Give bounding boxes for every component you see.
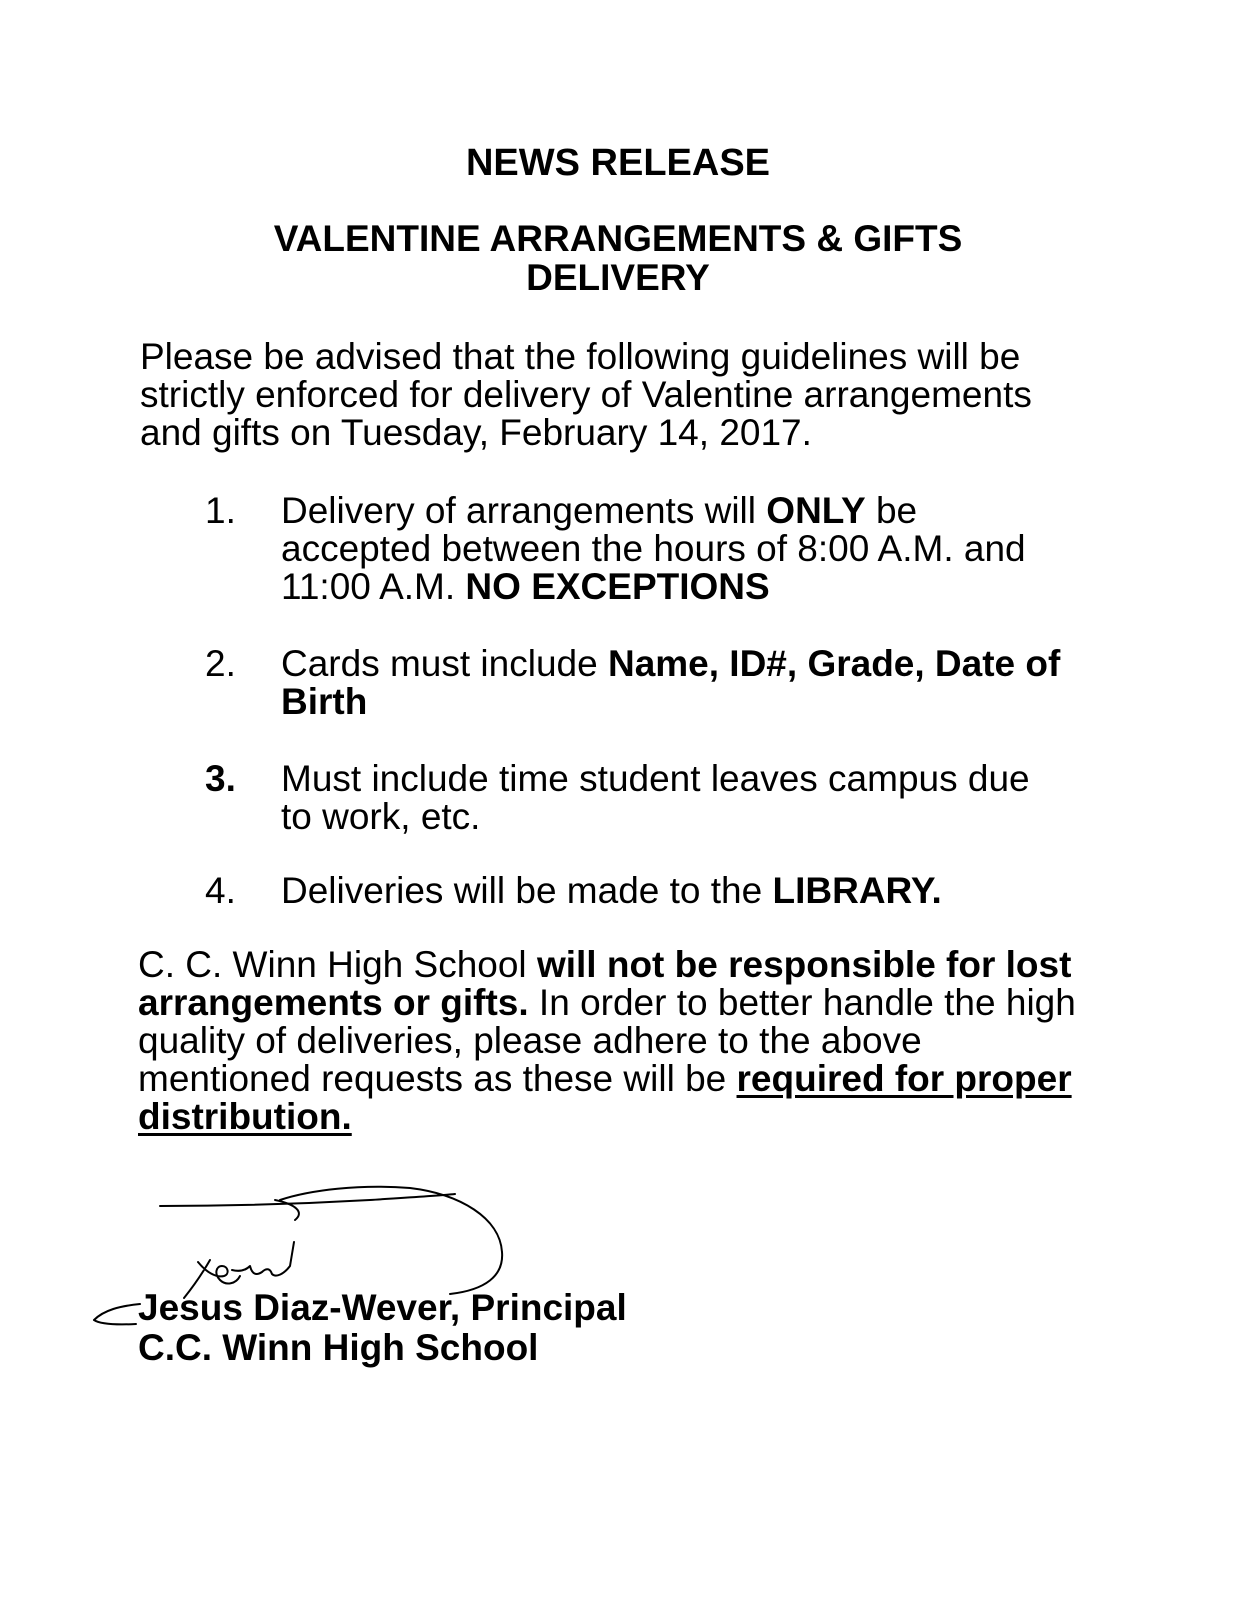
guideline-number: 3. <box>205 758 236 799</box>
signer-name-title: Jesus Diaz-Wever, Principal <box>138 1287 627 1328</box>
guideline-number: 4. <box>205 870 236 911</box>
guideline-number: 2. <box>205 643 236 684</box>
subtitle-line-1: VALENTINE ARRANGEMENTS & GIFTS <box>273 218 963 259</box>
intro-paragraph: Please be advised that the following guidelines will be strictly enforced for delivery of Valentine arrangements and gifts on Tuesday, February 14, 2017. <box>140 336 1032 453</box>
closing-paragraph: C. C. Winn High School will not be responsible for lost arrangements or gifts. In order to better handle the high quality of deliveries, please adhere to the above mentioned requests as these will be required for proper distribution. <box>138 944 1076 1137</box>
document-subtitle <box>0 219 1236 297</box>
guideline-text: Delivery of arrangements will ONLY be accepted between the hours of 8:00 A.M. and 11:00 A.M. NO EXCEPTIONS <box>281 490 1026 607</box>
signature-block <box>138 1288 838 1368</box>
subtitle-line-2: DELIVERY <box>526 257 710 298</box>
signer-school: C.C. Winn High School <box>138 1327 539 1368</box>
guideline-number: 1. <box>205 490 236 531</box>
page-title: NEWS RELEASE <box>465 142 771 184</box>
guideline-text: Cards must include Name, ID#, Grade, Date of Birth <box>281 643 1061 722</box>
guideline-text: Must include time student leaves campus due to work, etc. <box>281 758 1030 837</box>
guideline-text: Deliveries will be made to the LIBRARY. <box>281 870 942 911</box>
